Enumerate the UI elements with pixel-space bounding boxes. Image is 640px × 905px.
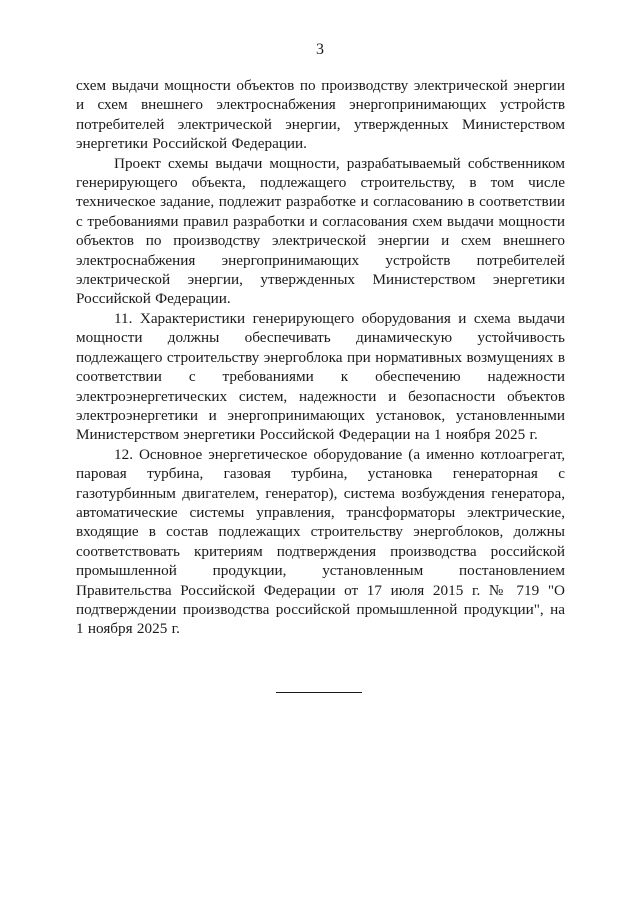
end-of-document-rule (276, 692, 362, 693)
paragraph-continuation: схем выдачи мощности объектов по производству электрической энергии и схем внешнего электроснабжения энергопринимающих устройств потребителей электрической энергии, утвержденных Министерством энергетики Российской Федерации. (76, 77, 565, 153)
document-body (76, 76, 565, 639)
paragraph-item-12: 12. Основное энергетическое оборудование (а именно котлоагрегат, паровая турбина, газовая турбина, установка генераторная с газотурбинным двигателем, генератор), система возбуждения генератора, автоматические системы управления, трансформаторы электрические, входящие в состав подлежащих строительству энергоблоков, должны соответствовать критериям подтверждения производства российской промышленной продукции, установленным постановлением Правительства Российской Федерации от 17 июля 2015 г. № 719 "О подтверждении производства российской промышленной продукции", на 1 ноября 2025 г. (76, 445, 565, 638)
paragraph-item-11: 11. Характеристики генерирующего оборудования и схема выдачи мощности должны обеспечивать динамическую устойчивость подлежащего строительству энергоблока при нормативных возмущениях в соответствии с требованиями к обеспечению надежности электроэнергетических систем, надежности и безопасности объектов электроэнергетики и энергопринимающих установок, установленными Министерством энергетики Российской Федерации на 1 ноября 2025 г. (76, 309, 565, 444)
paragraph-power-scheme-project: Проект схемы выдачи мощности, разрабатываемый собственником генерирующего объекта, подлежащего строительству, в том числе техническое задание, подлежит разработке и согласованию в соответствии с требованиями правил разработки и согласования схем выдачи мощности объектов по производству электрической энергии и схем внешнего электроснабжения энергопринимающих устройств потребителей электрической энергии, утвержденных Министерством энергетики Российской Федерации. (76, 154, 565, 308)
page-number: 3 (316, 41, 324, 58)
